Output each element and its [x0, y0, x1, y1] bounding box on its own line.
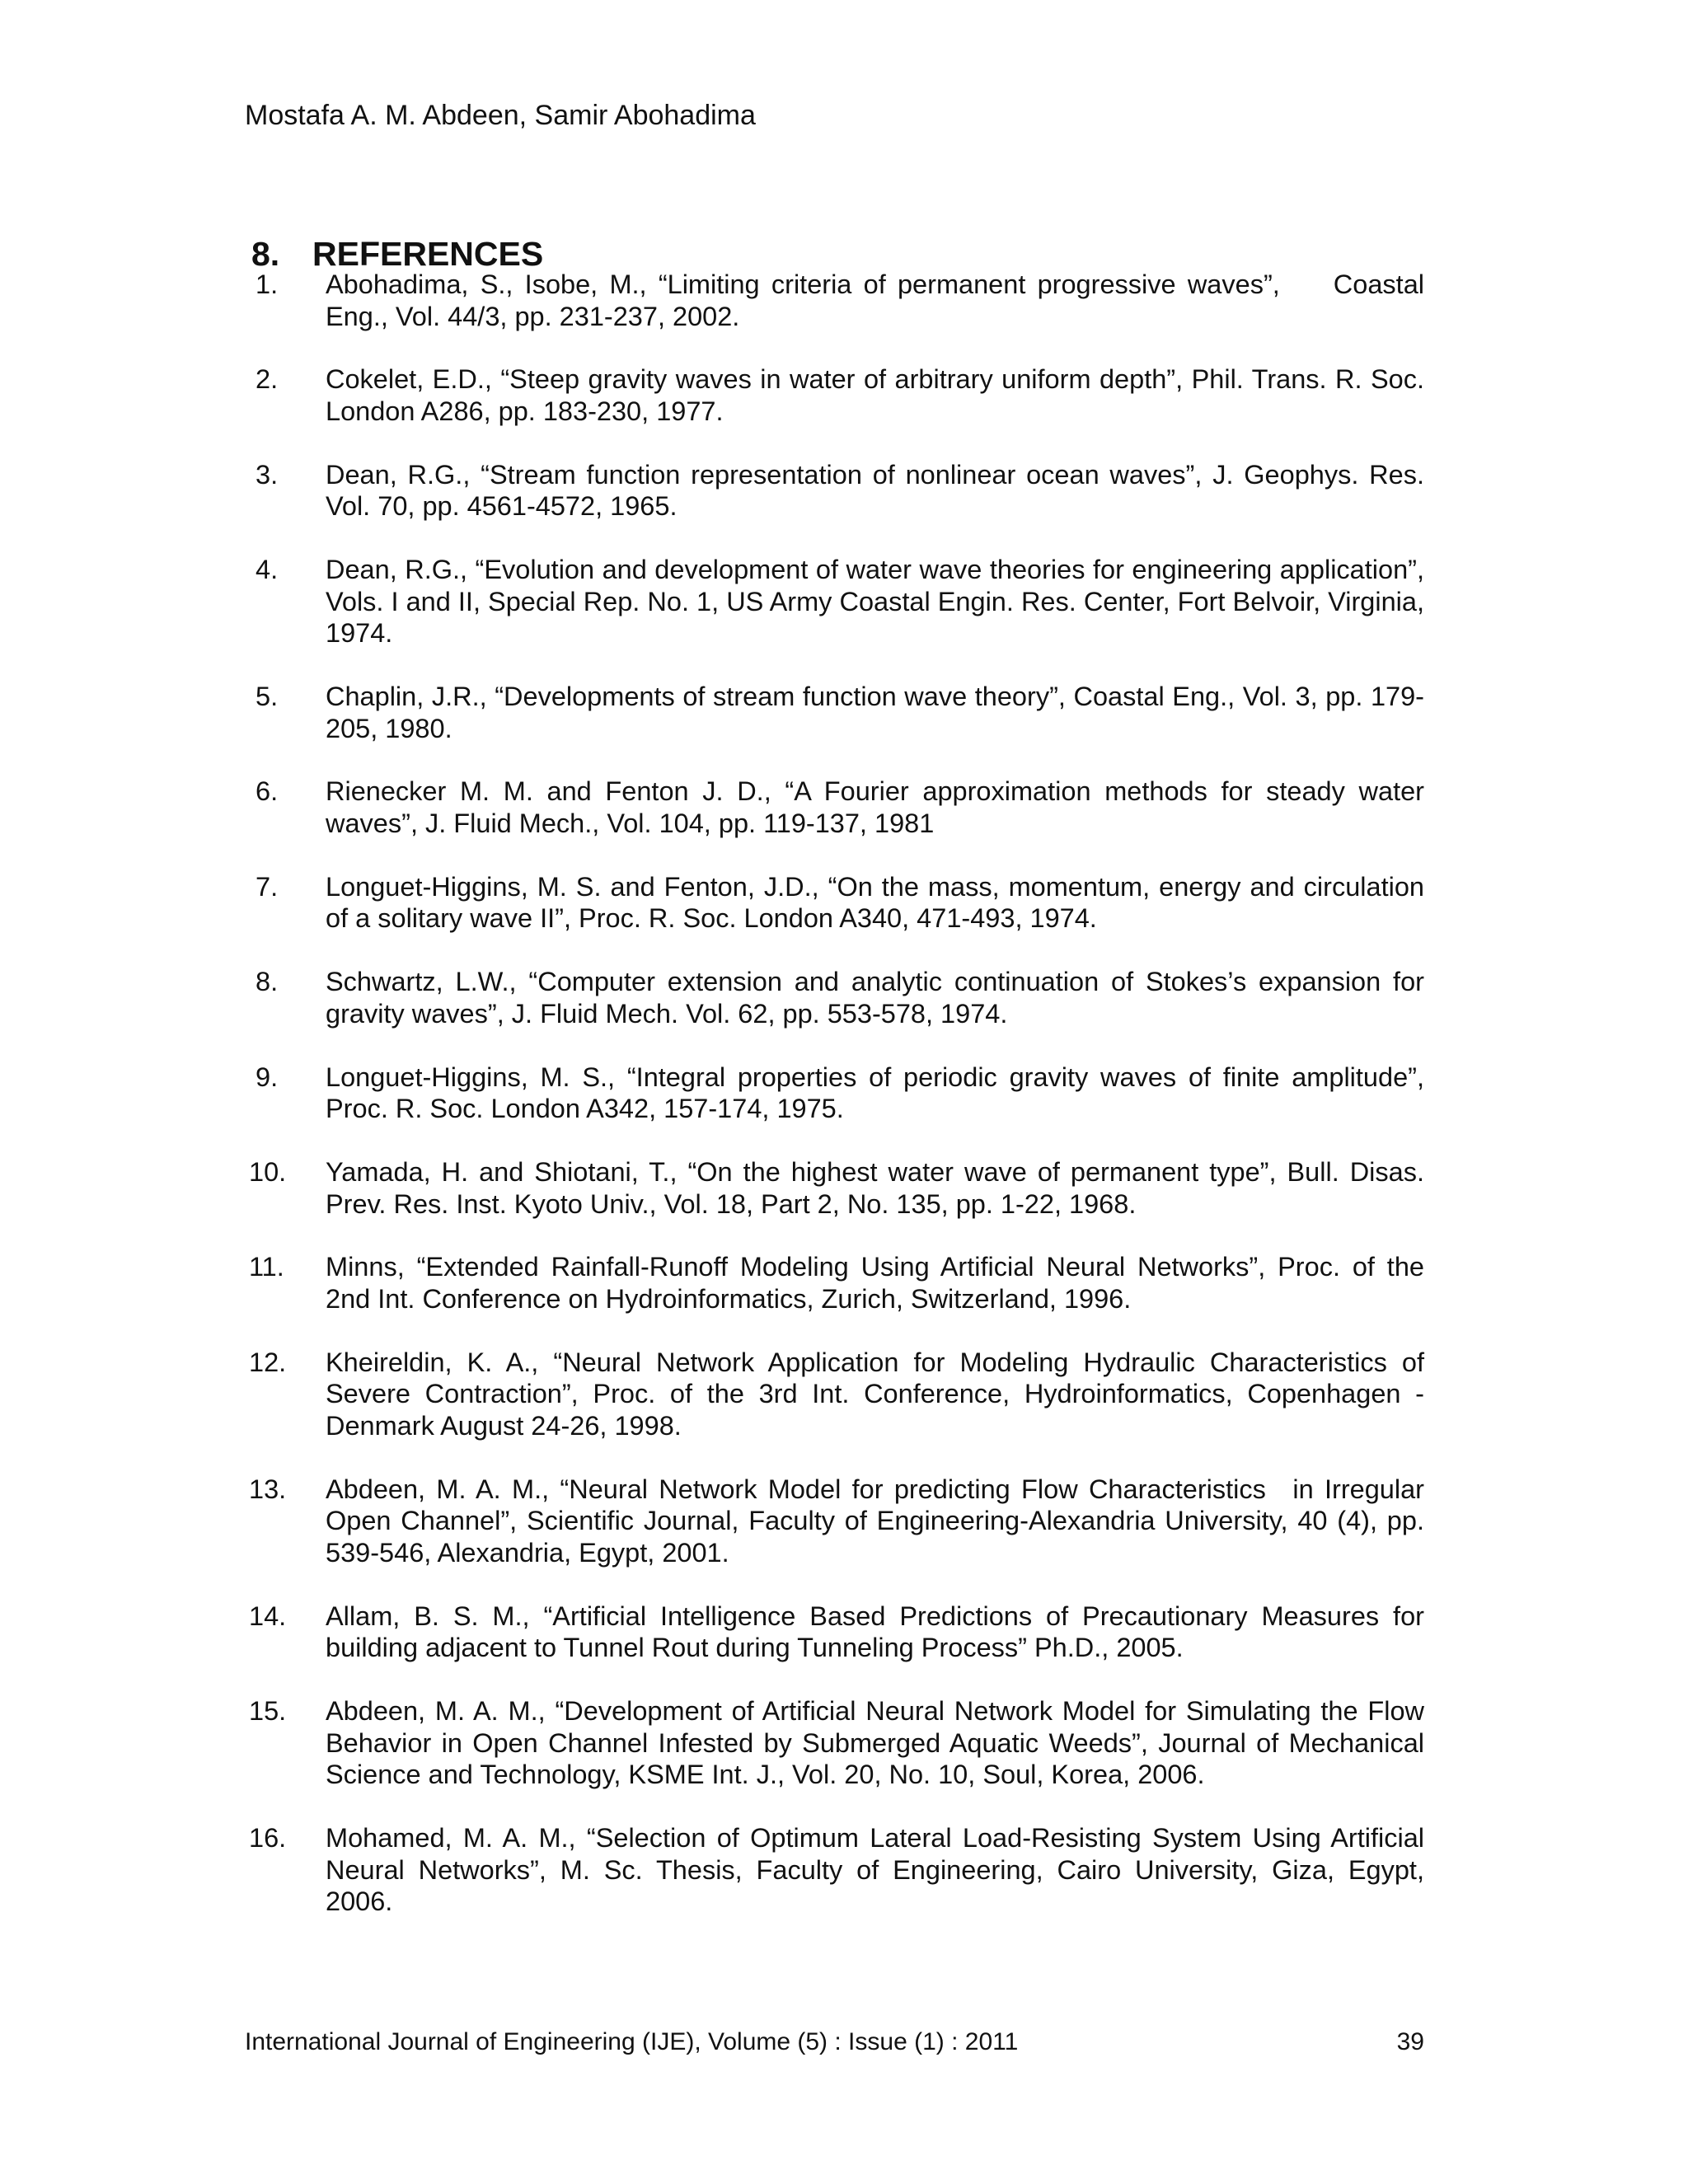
- reference-number: 7.: [256, 871, 279, 902]
- reference-text: Yamada, H. and Shiotani, T., “On the highest water wave of permanent type”, Bull. Disas. Prev. Res. Inst. Kyoto Univ., Vol. 18, Part 2, No. 135, pp. 1-22, 1968.: [326, 1156, 1424, 1219]
- running-header: Mostafa A. M. Abdeen, Samir Abohadima: [245, 100, 756, 131]
- reference-number: 15.: [249, 1696, 287, 1727]
- section-title: REFERENCES: [312, 235, 544, 273]
- reference-text: Kheireldin, K. A., “Neural Network Application for Modeling Hydraulic Characteristics of Severe Contraction”, Proc. of the 3rd Int. Conference, Hydroinformatics, Copenhagen - Denmark August 24-26, 1998.: [326, 1347, 1424, 1441]
- reference-text: Minns, “Extended Rainfall-Runoff Modeling Using Artificial Neural Networks”, Proc. of the 2nd Int. Conference on Hydroinformatics, Zurich, Switzerland, 1996.: [326, 1252, 1424, 1314]
- reference-item: [247, 776, 1424, 839]
- reference-item: [247, 966, 1424, 1029]
- reference-number: 8.: [256, 967, 279, 997]
- reference-number: 5.: [256, 682, 279, 712]
- reference-text: Longuet-Higgins, M. S. and Fenton, J.D., “On the mass, momentum, energy and circulation of a solitary wave II”, Proc. R. Soc. London A340, 471-493, 1974.: [326, 871, 1424, 934]
- reference-item: [247, 1601, 1424, 1664]
- reference-item: [247, 363, 1424, 427]
- reference-item: [247, 1062, 1424, 1125]
- reference-number: 2.: [256, 364, 279, 395]
- reference-text: Mohamed, M. A. M., “Selection of Optimum Lateral Load-Resisting System Using Artificial Neural Networks”, M. Sc. Thesis, Faculty of Engineering, Cairo University, Giza, Egypt, 2006.: [326, 1823, 1424, 1917]
- reference-number: 16.: [249, 1823, 287, 1853]
- reference-text: Schwartz, L.W., “Computer extension and analytic continuation of Stokes’s expansion for gravity waves”, J. Fluid Mech. Vol. 62, pp. 553-578, 1974.: [326, 967, 1424, 1029]
- reference-number: 3.: [256, 459, 279, 490]
- reference-item: [247, 1474, 1424, 1569]
- reference-item: [247, 1251, 1424, 1315]
- reference-text: Abdeen, M. A. M., “Neural Network Model for predicting Flow Characteristics in Irregular Open Channel”, Scientific Journal, Faculty of Engineering-Alexandria University, 40 (4), pp. 539-546, Alexandria, Egypt, 2001.: [326, 1474, 1424, 1568]
- reference-number: 6.: [256, 776, 279, 807]
- section-number: 8.: [251, 235, 280, 273]
- reference-item: [247, 554, 1424, 649]
- reference-text: Chaplin, J.R., “Developments of stream function wave theory”, Coastal Eng., Vol. 3, pp. 179-205, 1980.: [326, 682, 1424, 743]
- page-number: 39: [1396, 2028, 1424, 2055]
- reference-item: [247, 681, 1424, 744]
- page-footer: [245, 2026, 1424, 2059]
- reference-number: 13.: [249, 1474, 287, 1504]
- reference-number: 1.: [256, 269, 279, 299]
- reference-item: [247, 269, 1424, 332]
- reference-text: Rienecker M. M. and Fenton J. D., “A Fourier approximation methods for steady water waves”, J. Fluid Mech., Vol. 104, pp. 119-137, 1981: [326, 776, 1424, 839]
- reference-item: [247, 459, 1424, 523]
- reference-number: 12.: [249, 1347, 287, 1377]
- reference-text: Dean, R.G., “Evolution and development of water wave theories for engineering application”, Vols. I and II, Special Rep. No. 1, US Army Coastal Engin. Res. Center, Fort Belvoir, Virginia, 1974.: [326, 555, 1424, 649]
- reference-item: [247, 1822, 1424, 1918]
- footer-journal: International Journal of Engineering (IJE), Volume (5) : Issue (1) : 2011: [245, 2028, 1019, 2055]
- reference-item: [247, 871, 1424, 935]
- reference-text: Abohadima, S., Isobe, M., “Limiting criteria of permanent progressive waves”, Coastal Eng., Vol. 44/3, pp. 231-237, 2002.: [326, 269, 1424, 331]
- reference-item: [247, 1347, 1424, 1442]
- reference-number: 11.: [249, 1252, 284, 1282]
- reference-text: Cokelet, E.D., “Steep gravity waves in water of arbitrary uniform depth”, Phil. Trans. R. Soc. London A286, pp. 183-230, 1977.: [326, 364, 1424, 426]
- reference-number: 9.: [256, 1062, 279, 1092]
- reference-list: [247, 269, 1424, 1949]
- reference-number: 4.: [256, 555, 279, 585]
- reference-text: Allam, B. S. M., “Artificial Intelligence Based Predictions of Precautionary Measures for building adjacent to Tunnel Rout during Tunneling Process” Ph.D., 2005.: [326, 1601, 1424, 1663]
- reference-text: Abdeen, M. A. M., “Development of Artificial Neural Network Model for Simulating the Flow Behavior in Open Channel Infested by Submerged Aquatic Weeds”, Journal of Mechanical Science and Technology, KSME Int. J., Vol. 20, No. 10, Soul, Korea, 2006.: [326, 1696, 1424, 1790]
- reference-number: 10.: [249, 1156, 287, 1187]
- reference-item: [247, 1156, 1424, 1220]
- reference-text: Dean, R.G., “Stream function representation of nonlinear ocean waves”, J. Geophys. Res. Vol. 70, pp. 4561-4572, 1965.: [326, 459, 1424, 522]
- reference-item: [247, 1695, 1424, 1791]
- reference-number: 14.: [249, 1601, 287, 1631]
- reference-text: Longuet-Higgins, M. S., “Integral properties of periodic gravity waves of finite amplitude”, Proc. R. Soc. London A342, 157-174, 1975.: [326, 1062, 1424, 1124]
